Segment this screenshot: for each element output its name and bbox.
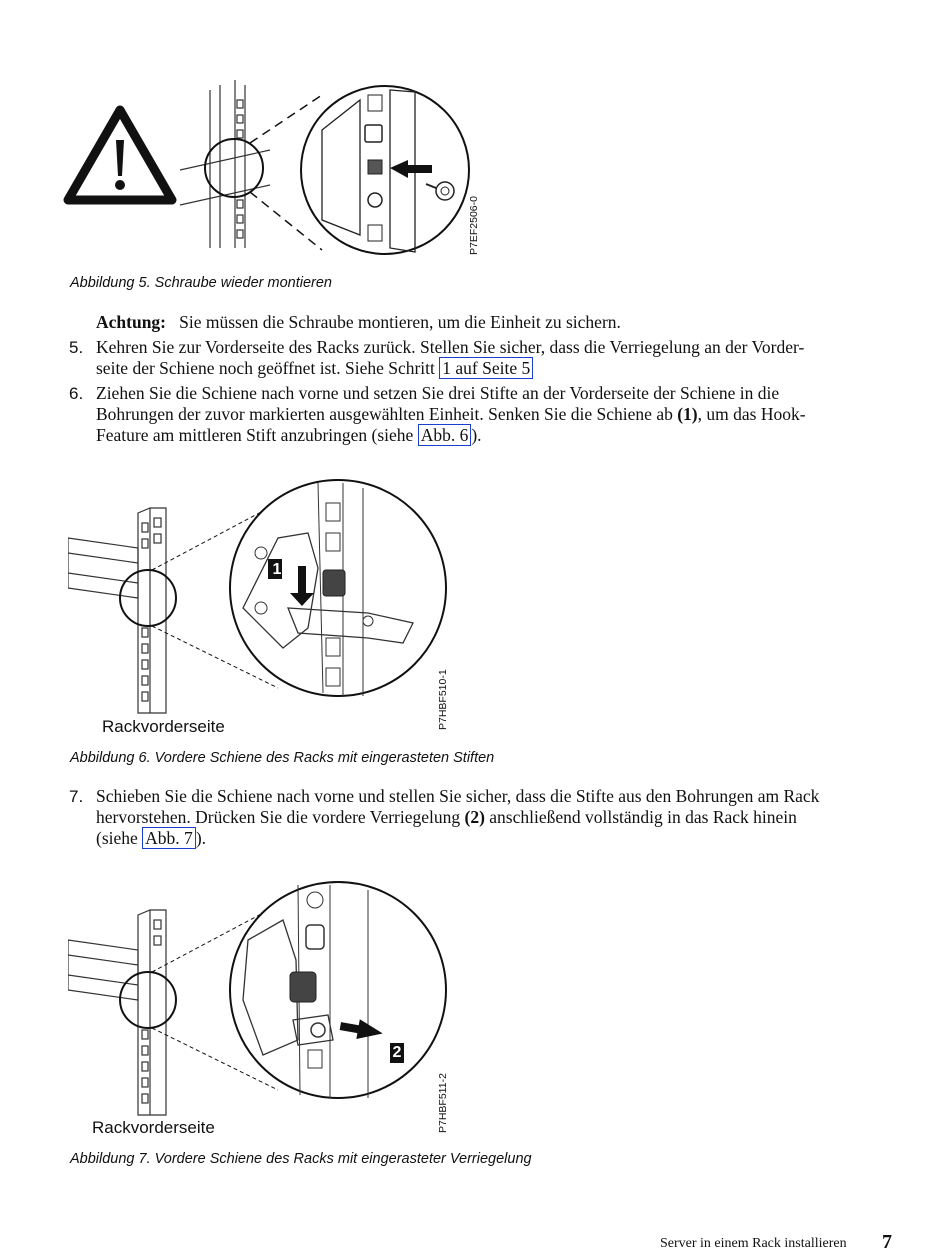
step-5-line1: Kehren Sie zur Vorderseite des Racks zurück. Stellen Sie sicher, dass die Verriegelung an der Vorder- (96, 337, 805, 357)
step-7-line2 (96, 807, 819, 828)
step-5-line2 (96, 358, 804, 379)
footer-title: Server in einem Rack installieren (660, 1236, 847, 1251)
step-6-line3-post: ). (471, 425, 482, 445)
detail-circle-large (301, 86, 469, 254)
step-6-line2-post: , um das Hook- (697, 404, 806, 424)
attention-text: Sie müssen die Schraube montieren, um die Einheit zu sichern. (179, 312, 621, 332)
figure-6-caption: Abbildung 6. Vordere Schiene des Racks mit eingerasteten Stiften (70, 750, 495, 766)
step-7-text (96, 786, 819, 849)
step-7-line2-text: hervorstehen. Drücken Sie die vordere Verriegelung (96, 807, 465, 827)
step-6-text (96, 383, 806, 446)
figure-6-code: P7HBF510-1 (437, 669, 449, 730)
step-7-line2-post: anschließend vollständig in das Rack hinein (484, 807, 797, 827)
attention-note (96, 312, 621, 333)
detail-circle-small (120, 972, 176, 1028)
step-5-number: 5. (69, 338, 84, 357)
step-6-line3-text: Feature am mittleren Stift anzubringen (siehe (96, 425, 418, 445)
step-7-link[interactable]: Abb. 7 (142, 827, 196, 849)
figure-5-illustration (60, 80, 500, 265)
rack-column (68, 910, 166, 1115)
figure-5-caption: Abbildung 5. Schraube wieder montieren (70, 275, 332, 291)
step-6-link[interactable]: Abb. 6 (418, 424, 472, 446)
figure-5 (60, 80, 500, 265)
step-6-line2 (96, 404, 806, 425)
step-6-line2-text: Bohrungen der zuvor markierten ausgewählten Einheit. Senken Sie die Schiene ab (96, 404, 678, 424)
figure-6-callout: 1 (272, 561, 282, 578)
step-7-bold-ref: (2) (464, 807, 485, 827)
step-5-link[interactable]: 1 auf Seite 5 (439, 357, 533, 379)
figure-7-code: P7HBF511-2 (437, 1073, 449, 1133)
warning-icon (68, 110, 172, 200)
step-6-number: 6. (69, 384, 84, 403)
figure-7 (68, 880, 458, 1120)
detail-circle-large (230, 480, 446, 696)
step-7-line3-post: ). (195, 828, 207, 848)
step-6-line3 (96, 425, 806, 446)
attention-label: Achtung: (96, 312, 167, 332)
rack-column (68, 508, 166, 713)
step-7-line3 (96, 828, 819, 849)
detail-circle-small (205, 139, 263, 197)
figure-6-rack-label: Rackvorderseite (102, 717, 225, 736)
step-5-text (96, 337, 804, 379)
step-6-bold-ref: (1) (677, 404, 698, 424)
figure-6-illustration (68, 478, 458, 718)
detail-circle-large (230, 882, 446, 1098)
figure-7-rack-label: Rackvorderseite (92, 1118, 215, 1137)
figure-7-callout: 2 (392, 1044, 402, 1061)
step-7-number: 7. (69, 787, 84, 806)
step-6-line1: Ziehen Sie die Schiene nach vorne und setzen Sie drei Stifte an der Vorderseite der Schiene in die (96, 383, 780, 403)
step-7-line3-text: (siehe (96, 828, 143, 848)
page-number: 7 (882, 1231, 892, 1253)
step-5-line2-text: seite der Schiene noch geöffnet ist. Siehe Schritt (96, 358, 440, 378)
figure-7-illustration (68, 880, 458, 1120)
detail-circle-small (120, 570, 176, 626)
rack-rail (180, 80, 270, 248)
figure-5-code: P7EF2506-0 (468, 196, 480, 255)
step-7-line1: Schieben Sie die Schiene nach vorne und stellen Sie sicher, dass die Stifte aus den Bohrungen am Rack (96, 786, 820, 806)
figure-7-caption: Abbildung 7. Vordere Schiene des Racks mit eingerasteter Verriegelung (70, 1151, 532, 1167)
figure-6 (68, 478, 458, 718)
